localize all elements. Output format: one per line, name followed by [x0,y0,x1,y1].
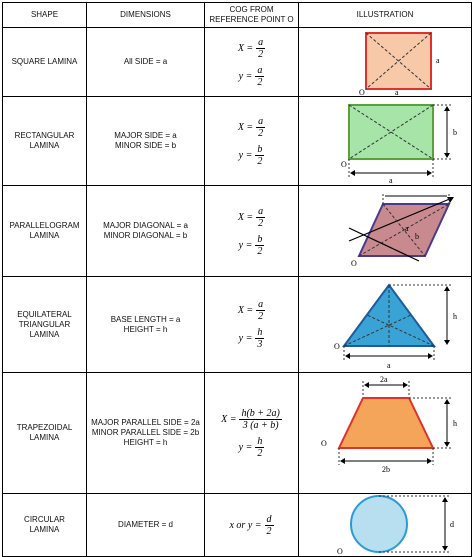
fraction [255,327,264,350]
diagonal-a-label: a [405,224,409,233]
cog-x-equation [205,299,298,322]
cog-cell [205,277,299,373]
table-row-circle [3,494,472,557]
dimensions-cell [87,494,205,557]
dimensions-cell [87,28,205,97]
header-row [3,3,472,28]
shape-label: EQUILATERAL [17,309,72,319]
numerator: a [258,299,264,310]
bottom-label: a [395,88,399,96]
dimension-label: DIAMETER = d [118,520,173,529]
numerator: a [258,36,264,48]
shape-label: LAMINA [29,329,60,339]
illustration-cell [299,277,472,373]
fraction [255,234,264,257]
fraction [255,436,264,459]
cog-y-lhs: y = [238,239,253,251]
fraction [256,299,265,322]
side-label: d [450,520,454,529]
table-row-triangle [3,277,472,373]
denominator: 2 [257,447,263,459]
shape-cell [3,28,87,97]
cog-lhs: x or y = [229,519,262,531]
top-label: 2a [380,375,388,384]
cog-cell [205,97,299,186]
dimensions-cell [87,97,205,186]
dimension-label: MAJOR SIDE = a [114,131,177,140]
dimension-label: HEIGHT = h [123,324,168,334]
origin-label: O [334,342,340,351]
denominator: 2 [257,76,263,88]
shape-label: SQUARE LAMINA [11,57,78,66]
cog-y-equation [205,327,298,350]
trapezoid-shape [339,398,433,448]
shape-label: LAMINA [29,525,60,534]
fraction [239,408,281,431]
cog-cell [205,186,299,277]
side-label: a [436,56,440,65]
cog-cell [205,28,299,97]
header-cog-line1: COG FROM [229,5,274,14]
numerator: h [257,327,263,338]
shape-label: LAMINA [29,141,60,150]
origin-label: O [337,547,343,556]
fraction [255,144,264,167]
cog-x-equation [205,37,298,60]
fraction [256,37,265,60]
shape-label: TRIANGULAR [18,319,71,329]
shape-label: LAMINA [29,231,60,240]
cog-cell [205,494,299,557]
fraction [255,65,264,88]
dimension-label: MAJOR PARALLEL SIDE = 2a [91,418,200,427]
bottom-label: a [387,361,391,370]
cog-x-lhs: X = [237,42,254,54]
dimension-label: All SIDE = a [123,57,168,66]
dimension-label: MINOR PARALLEL SIDE = 2b [91,428,200,437]
denominator: 3 (a + b) [242,419,279,431]
side-label: h [453,419,457,428]
parallelogram-illustration [299,186,472,276]
numerator: b [257,233,263,245]
illustration-cell [299,373,472,494]
table-row-rectangle [3,97,472,186]
cog-equation [205,514,298,537]
cog-y-lhs: y = [238,333,253,344]
cog-y-lhs: y = [238,149,253,161]
denominator: 2 [257,155,263,167]
numerator: h(b + 2a) [241,407,280,419]
illustration-cell [299,97,472,186]
origin-label: O [321,439,327,448]
denominator: 2 [258,48,264,60]
shape-label: PARALLELOGRAM [9,221,80,230]
cog-x-lhs: X = [221,413,237,425]
header-cog-line2: REFERENCE POINT O [209,15,294,24]
header-shape: SHAPE [3,3,87,28]
header-cog [205,3,299,28]
header-illustration: ILLUSTRATION [299,3,472,28]
shape-label: CIRCULAR [24,515,65,524]
cog-x-lhs: X = [237,211,254,223]
numerator: a [258,115,264,127]
cog-x-equation [205,408,298,431]
fraction [265,514,274,537]
cog-x-equation [205,206,298,229]
triangle-illustration [299,277,472,372]
dimension-label: MAJOR DIAGONAL = a [103,221,188,230]
illustration-cell [299,494,472,557]
bottom-label: a [389,176,393,185]
side-label: h [453,312,457,321]
dimension-label: MINOR SIDE = b [114,141,177,150]
dimension-label: HEIGHT = h [123,438,168,447]
denominator: 3 [257,339,263,350]
shape-cell [3,494,87,557]
dimension-label: MINOR DIAGONAL = b [103,231,188,240]
table-row-square [3,28,472,97]
fraction [256,116,265,139]
dimensions-cell [87,277,205,373]
header-dimensions: DIMENSIONS [87,3,205,28]
table-row-parallelogram [3,186,472,277]
cog-y-equation [205,436,298,459]
cog-x-lhs: X = [237,121,254,133]
shape-label: TRAPEZOIDAL [16,423,73,432]
shape-label: LAMINA [29,433,60,442]
dimensions-cell [87,186,205,277]
trapezoid-illustration [299,373,472,493]
denominator: 2 [258,217,264,229]
numerator: h [257,435,263,447]
denominator: 2 [266,525,272,537]
cog-y-equation [205,234,298,257]
shape-cell [3,186,87,277]
table-row-trapezoid [3,373,472,494]
cog-y-equation [205,65,298,88]
cog-x-equation [205,116,298,139]
shape-label: RECTANGULAR [14,131,75,140]
numerator: a [257,64,263,76]
side-label: b [453,128,457,137]
origin-label: O [359,88,365,96]
cog-y-lhs: y = [238,441,253,453]
square-illustration [299,28,472,96]
circle-illustration [299,494,472,556]
illustration-cell [299,186,472,277]
numerator: b [257,143,263,155]
origin-label: O [351,259,357,268]
origin-label: O [341,160,347,169]
denominator: 2 [257,245,263,257]
dimension-label: BASE LENGTH = a [110,314,181,324]
numerator: d [266,513,272,525]
denominator: 2 [258,311,264,322]
cog-x-lhs: X = [237,305,254,316]
bottom-label: 2b [382,465,390,474]
shape-cell [3,97,87,186]
shape-cell [3,277,87,373]
cog-y-equation [205,144,298,167]
shape-cell [3,373,87,494]
dimensions-cell [87,373,205,494]
numerator: a [258,205,264,217]
cog-y-lhs: y = [238,70,253,82]
cog-table [2,2,472,557]
denominator: 2 [258,127,264,139]
fraction [256,206,265,229]
diagonal-b-label: b [415,232,419,241]
circle-shape [351,496,407,552]
rectangle-illustration [299,97,472,185]
illustration-cell [299,28,472,97]
cog-cell [205,373,299,494]
